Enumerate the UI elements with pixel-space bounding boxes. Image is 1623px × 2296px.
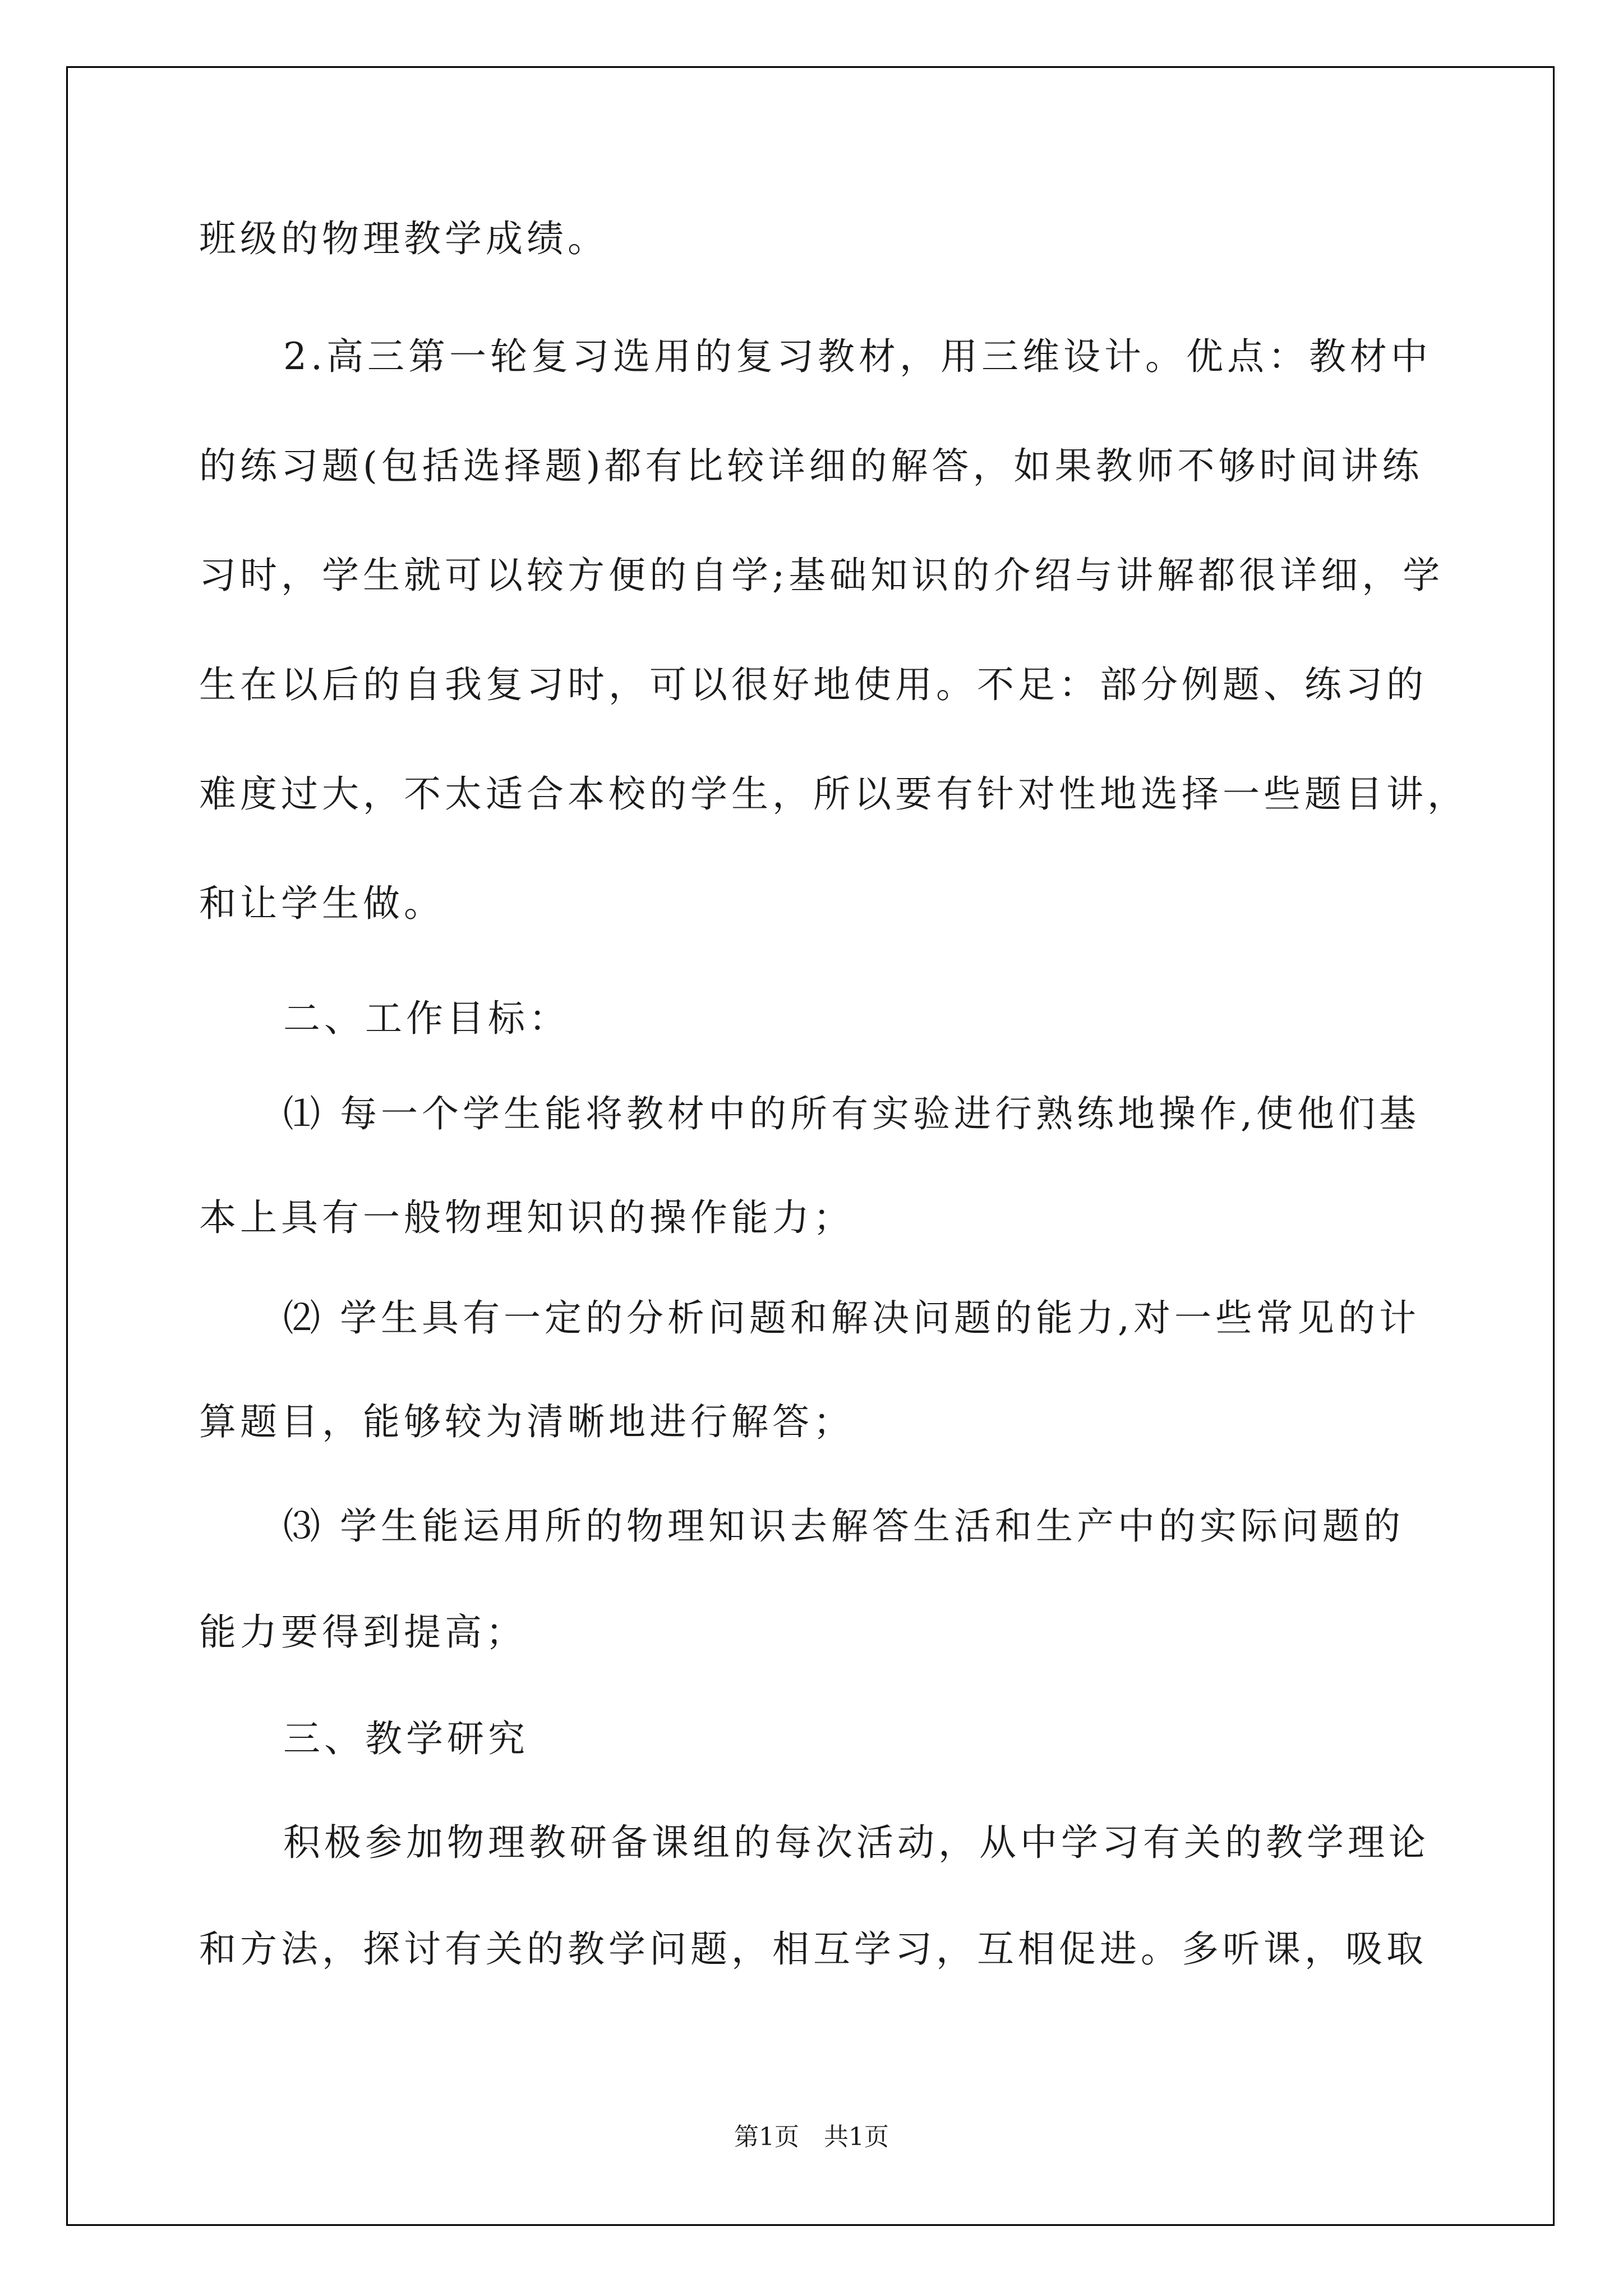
body-text-line: 难度过大，不太适合本校的学生，所以要有针对性地选择一些题目讲， bbox=[199, 772, 1468, 816]
body-text-line: 本上具有一般物理知识的操作能力； bbox=[199, 1196, 854, 1239]
body-text-line: 习时，学生就可以较方便的自学;基础知识的介绍与讲解都很详细，学 bbox=[199, 554, 1444, 597]
body-text-line: ⑵ 学生具有一定的分析问题和解决问题的能力,对一些常见的计 bbox=[283, 1296, 1420, 1340]
section-heading: 二、工作目标： bbox=[283, 997, 570, 1040]
body-text-line: 生在以后的自我复习时，可以很好地使用。不足：部分例题、练习的 bbox=[199, 663, 1427, 706]
body-text-line: 和方法，探讨有关的教学问题，相互学习，互相促进。多听课，吸取 bbox=[199, 1927, 1427, 1971]
body-text-line: ⑶ 学生能运用所的物理知识去解答生活和生产中的实际问题的 bbox=[283, 1504, 1404, 1548]
body-text-line: 和让学生做。 bbox=[199, 882, 445, 925]
body-text-line: ⑴ 每一个学生能将教材中的所有实验进行熟练地操作,使他们基 bbox=[283, 1092, 1420, 1135]
page-border bbox=[66, 66, 1555, 2226]
body-text-line: 能力要得到提高； bbox=[199, 1611, 527, 1654]
body-text-line: 积极参加物理教研备课组的每次活动，从中学习有关的教学理论 bbox=[283, 1821, 1430, 1864]
body-text-line: 算题目，能够较为清晰地进行解答； bbox=[199, 1400, 854, 1443]
body-text-line: 班级的物理教学成绩。 bbox=[199, 217, 608, 260]
body-text-line: 的练习题(包括选择题)都有比较详细的解答，如果教师不够时间讲练 bbox=[199, 444, 1423, 487]
section-heading: 三、教学研究 bbox=[283, 1717, 529, 1760]
body-text-line: 2.高三第一轮复习选用的复习教材，用三维设计。优点：教材中 bbox=[283, 335, 1432, 378]
page-footer: 第1页 共1页 bbox=[734, 2123, 889, 2151]
